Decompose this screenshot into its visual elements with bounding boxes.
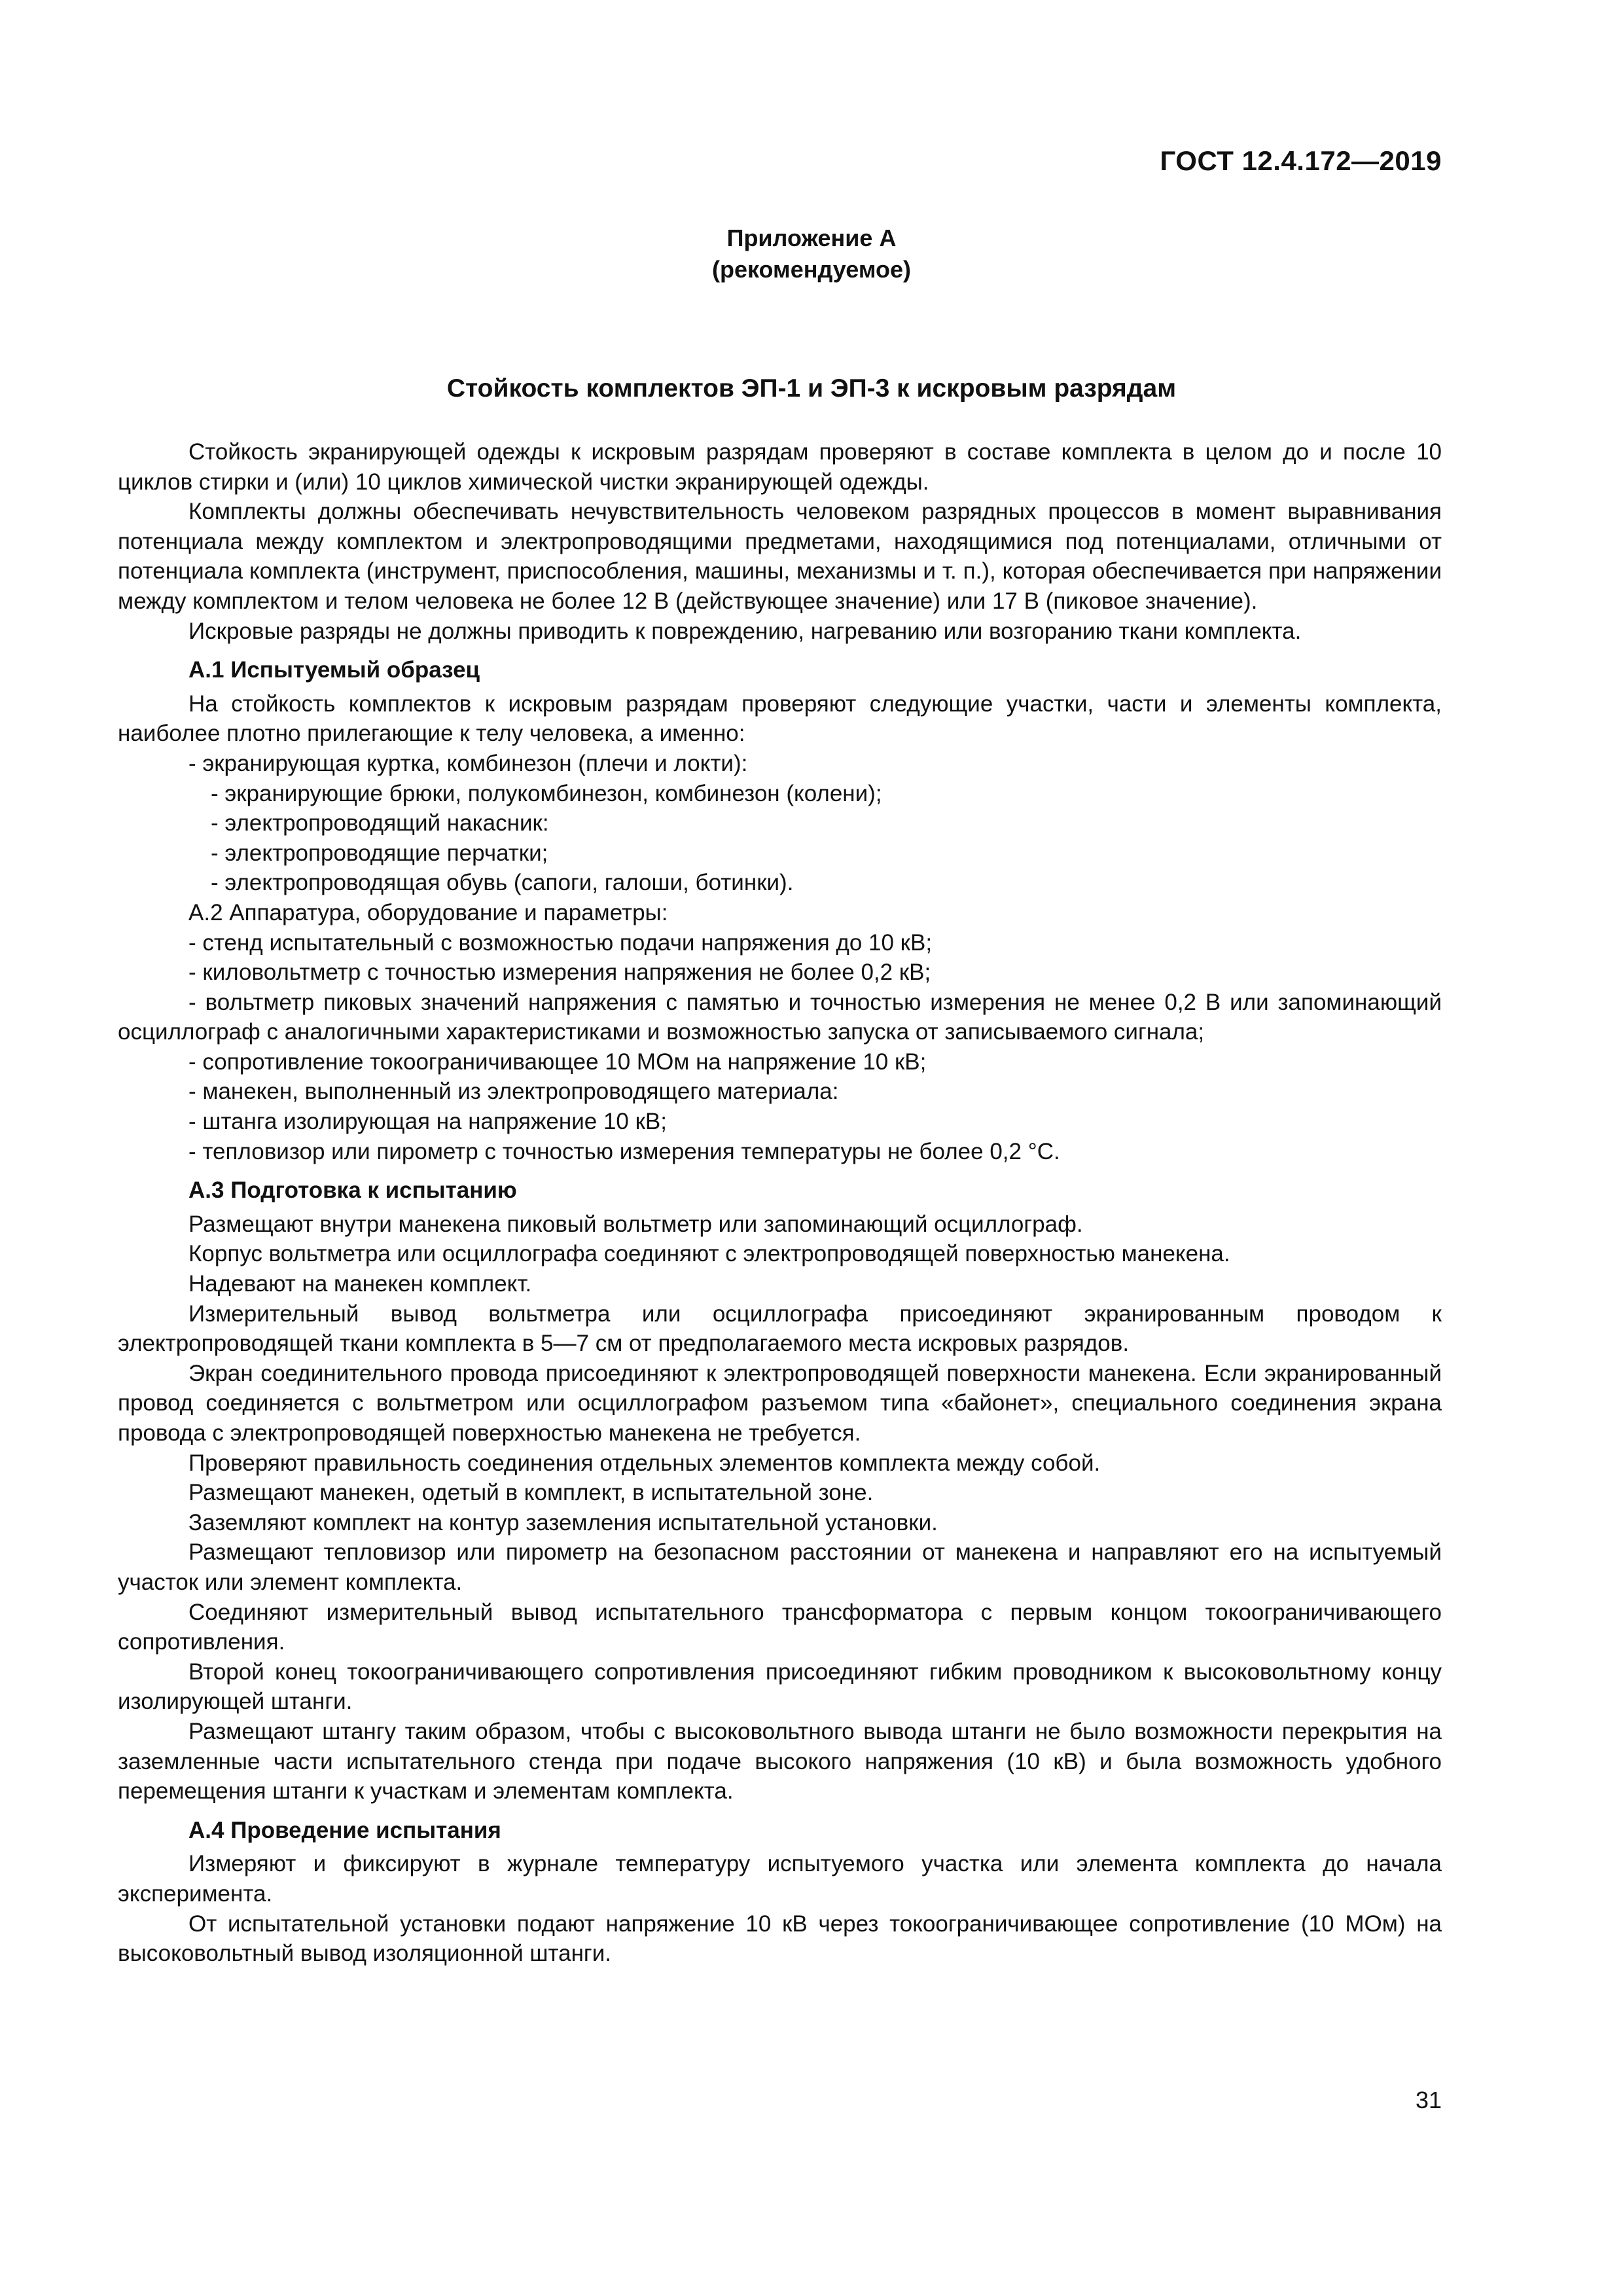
paragraph: Размещают штангу таким образом, чтобы с высоковольтного вывода штанги не было возможности перекрытия на заземленные части испытательного стенда при подаче высокого напряжения (10 кВ) и была возможность удобного перемещения штанги к участкам и элементам комплекта. [118,1718,1442,1804]
document-code: ГОСТ 12.4.172—2019 [1160,145,1442,176]
list-item: - манекен, выполненный из электропроводящего материала: [188,1079,839,1105]
subsection-heading-a4: А.4 Проведение испытания [188,1817,501,1843]
subsection-heading-a2: А.2 Аппаратура, оборудование и параметры: [188,899,668,925]
paragraph: От испытательной установки подают напряжение 10 кВ через токоограничивающее сопротивление (10 МОм) на высоковольтный вывод изоляционной штанги. [118,1910,1442,1967]
list-item: - экранирующая куртка, комбинезон (плечи и локти): [188,750,748,776]
appendix-heading [0,223,1623,285]
paragraph: На стойкость комплектов к искровым разрядам проверяют следующие участки, части и элементы комплекта, наиболее плотно прилегающие к телу человека, а именно: [118,691,1442,747]
list-item: - стенд испытательный с возможностью подачи напряжения до 10 кВ; [188,929,933,956]
paragraph: Надевают на манекен комплект. [188,1271,532,1297]
paragraph: Измерительный вывод вольтметра или осциллографа присоединяют экранированным проводом к электропроводящей ткани комплекта в 5—7 см от предполагаемого места искровых разрядов. [118,1300,1442,1357]
subsection-heading-a3: А.3 Подготовка к испытанию [188,1177,517,1204]
paragraph: Размещают тепловизор или пирометр на безопасном расстоянии от манекена и направляют его на испытуемый участок или элемент комплекта. [118,1539,1442,1595]
list-item: - электропроводящий накасник: [211,810,549,836]
paragraph: Измеряют и фиксируют в журнале температуру испытуемого участка или элемента комплекта до начала эксперимента. [118,1851,1442,1907]
list-item: - экранирующие брюки, полукомбинезон, комбинезон (колени); [211,780,882,806]
list-item: - сопротивление токоограничивающее 10 МОм на напряжение 10 кВ; [188,1049,927,1075]
paragraph: Проверяют правильность соединения отдельных элементов комплекта между собой. [188,1450,1101,1476]
list-item: - вольтметр пиковых значений напряжения с памятью и точностью измерения не менее 0,2 В или запоминающий осциллограф с аналогичными характеристиками и возможностью запуска от записываемого сигнала; [118,989,1442,1045]
list-item: - тепловизор или пирометр с точностью измерения температуры не более 0,2 °С. [188,1138,1060,1164]
list-item: - киловольтметр с точностью измерения напряжения не более 0,2 кВ; [188,960,931,986]
appendix-title: Приложение А [726,224,897,251]
appendix-status: (рекомендуемое) [712,256,911,283]
paragraph: Соединяют измерительный вывод испытательного трансформатора с первым концом токоограничивающего сопротивления. [118,1599,1442,1655]
list-item: - электропроводящие перчатки; [211,840,548,866]
paragraph: Корпус вольтметра или осциллографа соединяют с электропроводящей поверхностью манекена. [188,1241,1230,1267]
page-number: 31 [1415,2087,1442,2113]
paragraph: Размещают манекен, одетый в комплект, в испытательной зоне. [188,1480,874,1506]
paragraph: Заземляют комплект на контур заземления испытательной установки. [188,1509,938,1535]
paragraph: Второй конец токоограничивающего сопротивления присоединяют гибким проводником к высоковольтному концу изолирующей штанги. [118,1659,1442,1715]
paragraph: Экран соединительного провода присоединяют к электропроводящей поверхности манекена. Если экранированный провод соединяется с вольтметром или осциллографом разъемом типа «байонет», специального соединения экрана провода с электропроводящей поверхностью манекена не требуется. [118,1360,1442,1446]
paragraph: Искровые разряды не должны приводить к повреждению, нагреванию или возгоранию ткани комплекта. [188,618,1302,644]
document-body [118,437,1442,1969]
subsection-heading-a1: А.1 Испытуемый образец [188,657,480,683]
list-item: - штанга изолирующая на напряжение 10 кВ; [188,1109,667,1135]
paragraph: Стойкость экранирующей одежды к искровым разрядам проверяют в составе комплекта в целом до и после 10 циклов стирки и (или) 10 циклов химической чистки экранирующей одежды. [118,439,1442,495]
paragraph: Комплекты должны обеспечивать нечувствительность человеком разрядных процессов в момент выравнивания потенциала между комплектом и электропроводящими предметами, находящимися под потенциалами, отличными от потенциала комплекта (инструмент, приспособления, машины, механизмы и т. п.), которая обеспечивается при напряжении между комплектом и телом человека не более 12 В (действующее значение) или 17 В (пиковое значение). [118,499,1442,614]
paragraph: Размещают внутри манекена пиковый вольтметр или запоминающий осциллограф. [188,1211,1083,1237]
list-item: - электропроводящая обувь (сапоги, галоши, ботинки). [211,870,794,896]
section-title: Стойкость комплектов ЭП-1 и ЭП-3 к искровым разрядам [446,374,1177,403]
